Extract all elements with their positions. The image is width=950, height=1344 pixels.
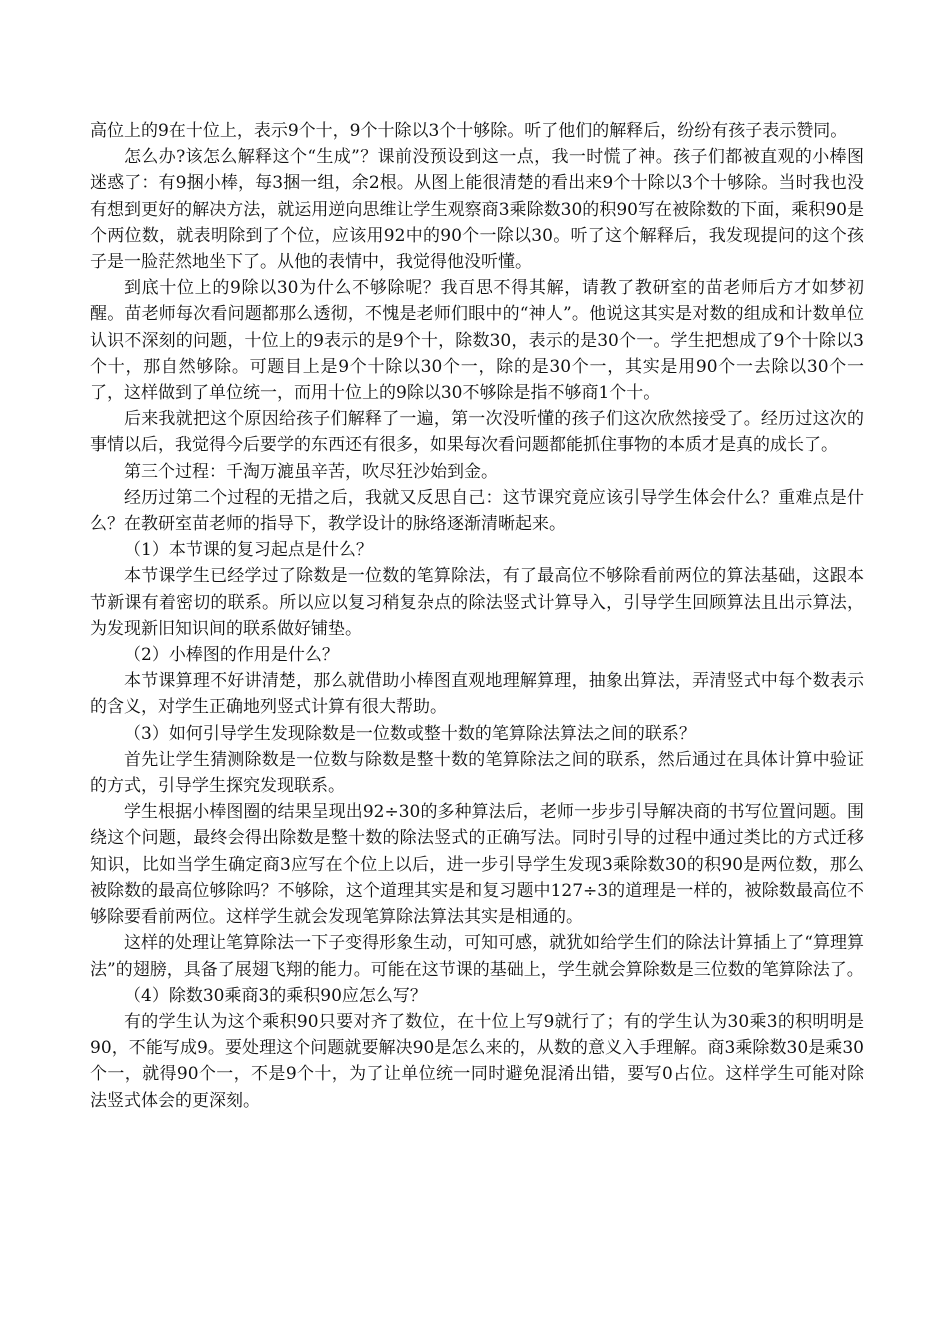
question-heading: （3）如何引导学生发现除数是一位数或整十数的笔算除法算法之间的联系？ <box>124 723 696 744</box>
paragraph: 有的学生认为这个乘积90只要对齐了数位，在十位上写9就行了；有的学生认为30乘3的积明明是90，不能写成9。要处理这个问题就要解决90是怎么来的，从数的意义入手理解。商3乘除数30是乘30个一，就得90个一，不是9个十，为了让单位统一同时避免混淆出错，要写0占位。这样学生可能对除法竖式体会的更深刻。 <box>90 1011 864 1111</box>
paragraph: 到底十位上的9除以30为什么不够除呢？我百思不得其解，请教了教研室的苗老师后方才如梦初醒。苗老师每次看问题都那么透彻，不愧是老师们眼中的“神人”。他说这其实是对数的组成和计数单位认识不深刻的问题，十位上的9表示的是9个十，除数30，表示的是30个一。学生把想成了9个十除以3个十，那自然够除。可题目上是9个十除以30个一，除的是30个一，其实是用90个一去除以30个一了，这样做到了单位统一，而用十位上的9除以30不够除是指不够商1个十。 <box>90 278 864 404</box>
paragraph: 这样的处理让笔算除法一下子变得形象生动，可知可感，就犹如给学生们的除法计算插上了“算理算法”的翅膀，具备了展翅飞翔的能力。可能在这节课的基础上，学生就会算除数是三位数的笔算除法了。 <box>90 933 864 980</box>
question-heading: （4）除数30乘商3的乘积90应怎么写？ <box>124 985 427 1006</box>
paragraph: 本节课算理不好讲清楚，那么就借助小棒图直观地理解算理，抽象出算法，弄清竖式中每个数表示的含义，对学生正确地列竖式计算有很大帮助。 <box>90 671 864 718</box>
paragraph: 学生根据小棒图圈的结果呈现出92÷30的多种算法后，老师一步步引导解决商的书写位置问题。围绕这个问题，最终会得出除数是整十数的除法竖式的正确写法。同时引导的过程中通过类比的方式迁移知识，比如当学生确定商3应写在个位上以后，进一步引导学生发现3乘除数30的积90是两位数，那么被除数的最高位够除吗？不够除，这个道理其实是和复习题中127÷3的道理是一样的，被除数最高位不够除要看前两位。这样学生就会发现笔算除法算法其实是相通的。 <box>90 802 864 928</box>
paragraph: 怎么办?该怎么解释这个“生成”？课前没预设到这一点，我一时慌了神。孩子们都被直观的小棒图迷惑了：有9捆小棒，每3捆一组，余2根。从图上能很清楚的看出来9个十除以3个十够除。当时我也没有想到更好的解决方法，就运用逆向思维让学生观察商3乘除数30的积90写在被除数的下面，乘积90是个两位数，就表明除到了个位，应该用92中的90个一除以30。听了这个解释后，我发现提问的这个孩子是一脸茫然地坐下了。从他的表情中，我觉得他没听懂。 <box>90 147 864 273</box>
document-body <box>90 118 864 1114</box>
question-heading: （1）本节课的复习起点是什么？ <box>124 540 373 561</box>
paragraph: 高位上的9在十位上，表示9个十，9个十除以3个十够除。听了他们的解释后，纷纷有孩子表示赞同。 <box>90 121 848 141</box>
paragraph: 首先让学生猜测除数是一位数与除数是整十数的笔算除法之间的联系，然后通过在具体计算中验证的方式，引导学生探究发现联系。 <box>90 749 864 797</box>
paragraph: 后来我就把这个原因给孩子们解释了一遍，第一次没听懂的孩子们这次欣然接受了。经历过这次的事情以后，我觉得今后要学的东西还有很多，如果每次看问题都能抓住事物的本质才是真的成长了。 <box>90 409 864 456</box>
question-heading: （2）小棒图的作用是什么？ <box>124 645 339 666</box>
section-heading: 第三个过程：千淘万漉虽辛苦，吹尽狂沙始到金。 <box>124 461 498 482</box>
paragraph: 经历过第二个过程的无措之后，我就又反思自己：这节课究竟应该引导学生体会什么？重难点是什么？在教研室苗老师的指导下，教学设计的脉络逐渐清晰起来。 <box>90 487 864 535</box>
paragraph: 本节课学生已经学过了除数是一位数的笔算除法，有了最高位不够除看前两位的算法基础，这跟本节新课有着密切的联系。所以应以复习稍复杂点的除法竖式计算导入，引导学生回顾算法且出示算法，为发现新旧知识间的联系做好铺垫。 <box>90 566 864 639</box>
